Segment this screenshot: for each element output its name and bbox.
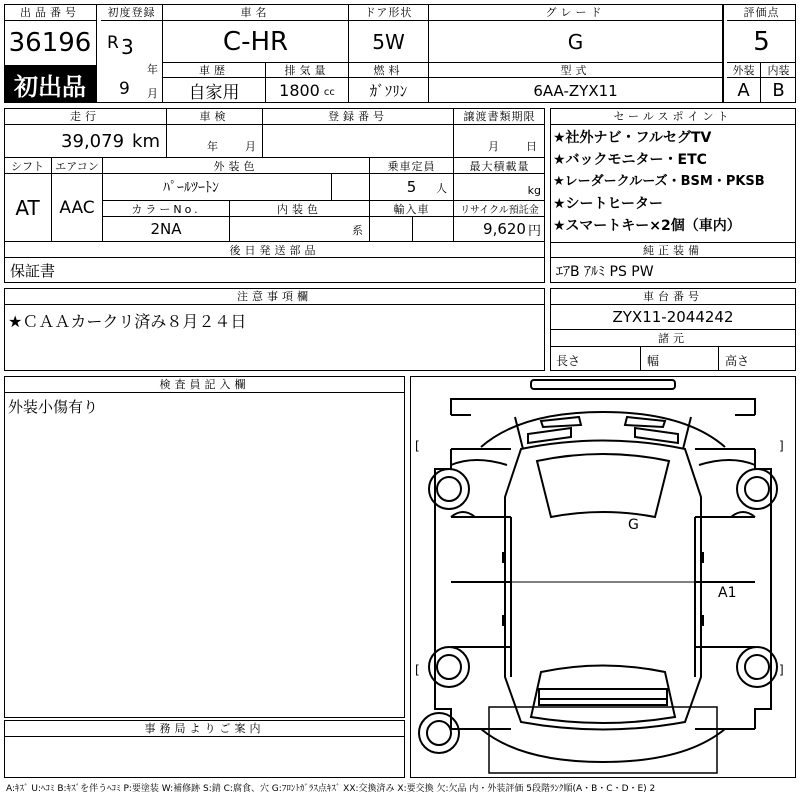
interior-grade: B — [772, 80, 785, 101]
shift-label: シフト — [4, 158, 52, 174]
sales-point: ★社外ナビ・フルセグTV — [553, 130, 712, 146]
color-cell — [103, 174, 370, 201]
bracket-right-top: ] — [779, 439, 784, 453]
recycle-deposit: 9,620 — [483, 220, 526, 238]
displacement: 1800 — [279, 81, 320, 100]
later-parts: 保証書 — [10, 262, 56, 280]
inspector-label: 検査員記入欄 — [4, 376, 405, 393]
lot-no: 36196 — [4, 21, 97, 65]
score: 5 — [727, 21, 796, 63]
first-listing-badge: 初出品 — [4, 65, 97, 103]
car-name-label: 車名 — [163, 4, 349, 21]
exterior-label: 外装 — [727, 63, 761, 78]
transfer-month-unit: 月 — [488, 140, 499, 153]
year-unit: 年 — [147, 63, 158, 76]
mileage-label: 走行 — [4, 108, 167, 125]
inspection-cell — [167, 125, 263, 158]
model-label: 型式 — [429, 63, 723, 78]
reg-no-label: 登録番号 — [263, 108, 454, 125]
month-unit: 月 — [147, 87, 158, 100]
color-no-label: カラーNo. — [103, 201, 230, 217]
reg-month: 9 — [119, 79, 130, 99]
inspection-label: 車検 — [167, 108, 263, 125]
mileage-cell — [4, 125, 167, 158]
capacity-unit: 人 — [436, 182, 447, 195]
office-label: 事務局よりご案内 — [4, 720, 405, 737]
chassis-label: 車台番号 — [550, 288, 796, 305]
shift: AT — [4, 174, 52, 242]
first-reg-month-cell — [101, 77, 163, 103]
spec-label: 諸元 — [550, 330, 796, 347]
color: ﾊﾟｰﾙﾂｰﾄﾝ — [163, 180, 219, 196]
reg-no — [263, 125, 454, 158]
equipment: ｴｱB ｱﾙﾐ PS PW — [556, 263, 654, 280]
fuel-label: 燃料 — [349, 63, 429, 78]
reg-year: 3 — [121, 35, 134, 59]
damage-mark-roof: G — [628, 517, 639, 533]
max-load-label: 最大積載量 — [454, 158, 545, 174]
sales-point: ★レーダークルーズ・BSM・PKSB — [553, 174, 765, 189]
recycle-cell — [454, 217, 545, 242]
exterior-grade: A — [727, 78, 761, 103]
capacity: 5 — [406, 178, 417, 196]
max-load-unit: kg — [527, 184, 541, 197]
sales-point: ★スマートキー×2個（車内） — [553, 218, 741, 234]
chassis-no: ZYX11-2044242 — [550, 305, 796, 330]
max-load-cell — [454, 174, 545, 201]
height-label: 高さ — [725, 354, 750, 368]
import-label: 輸入車 — [370, 201, 454, 217]
mileage-unit: km — [132, 130, 160, 152]
ac-label: エアコン — [52, 158, 103, 174]
divider — [723, 4, 727, 103]
int-color-label: 内装色 — [230, 201, 370, 217]
inspector-comment: 外装小傷有り — [8, 398, 99, 416]
color-divider — [331, 174, 332, 201]
lot-no-label: 出品番号 — [4, 4, 97, 21]
damage-diagram — [410, 376, 796, 778]
era: R — [107, 33, 119, 53]
notes: ★ＣＡＡカークリ済み８月２４日 — [8, 312, 247, 331]
transfer-day-unit: 日 — [526, 140, 537, 153]
displacement-label: 排気量 — [266, 63, 349, 78]
door-type: 5W — [349, 21, 429, 63]
sales-points-list — [553, 127, 793, 239]
color-no: 2NA — [103, 217, 230, 242]
interior-label: 内装 — [761, 63, 796, 78]
damage-mark-right-door: A1 — [718, 585, 737, 601]
inspection-month-unit: 月 — [245, 140, 256, 153]
grade-label: グレード — [429, 4, 723, 21]
int-color-cell — [230, 217, 370, 242]
color-label: 外装色 — [103, 158, 370, 174]
capacity-label: 乗車定員 — [370, 158, 454, 174]
sales-points-label: セールスポイント — [550, 108, 796, 125]
displacement-cell — [266, 78, 349, 103]
transfer-deadline-label: 譲渡書類期限 — [454, 108, 545, 125]
capacity-cell — [370, 174, 454, 201]
legend: A:ｷｽﾞ U:ﾍｺﾐ B:ｷｽﾞを伴うﾍｺﾐ P:要塗装 W:補修跡 S:錆 C:腐食、穴 G:ﾌﾛﾝﾄｶﾞﾗｽ点ｷｽﾞ XX:交換済み X:要交換 欠:欠品 内・外装評価 5段階ﾗﾝｸ順(A・B・C・D・E) 2 — [6, 784, 656, 794]
inspector-block — [4, 376, 405, 718]
bracket-right-bottom: ] — [779, 663, 784, 677]
sales-point: ★シートヒーター — [553, 196, 663, 212]
history: 自家用 — [163, 78, 266, 103]
displacement-unit: cc — [323, 87, 335, 98]
import-divider — [412, 217, 413, 242]
history-label: 車歴 — [163, 63, 266, 78]
bracket-left-bottom: [ — [415, 663, 420, 677]
transfer-deadline-cell — [454, 125, 545, 158]
grade: G — [429, 21, 723, 63]
car-diagram-svg — [411, 377, 795, 777]
mileage: 39,079 — [61, 130, 125, 152]
fuel: ｶﾞｿﾘﾝ — [349, 78, 429, 103]
notes-label: 注意事項欄 — [4, 288, 545, 305]
bracket-left-top: [ — [415, 439, 420, 453]
sales-point: ★バックモニター・ETC — [553, 152, 707, 168]
first-reg-label: 初度登録 — [101, 4, 163, 21]
width-label: 幅 — [641, 347, 719, 371]
recycle-unit: 円 — [527, 223, 541, 239]
ac: AAC — [52, 174, 103, 242]
length-label: 長さ — [550, 347, 641, 371]
int-color-unit: 系 — [352, 224, 363, 237]
score-label: 評価点 — [727, 4, 796, 21]
model-code: 6AA-ZYX11 — [429, 78, 723, 103]
first-reg-year-cell — [101, 21, 163, 77]
later-parts-label: 後日発送部品 — [4, 242, 545, 258]
inspection-year-unit: 年 — [207, 140, 218, 153]
recycle-label: リサイクル預託金 — [454, 201, 545, 217]
equipment-label: 純正装備 — [550, 242, 796, 258]
door-label: ドア形状 — [349, 4, 429, 21]
car-name: C-HR — [163, 21, 349, 63]
